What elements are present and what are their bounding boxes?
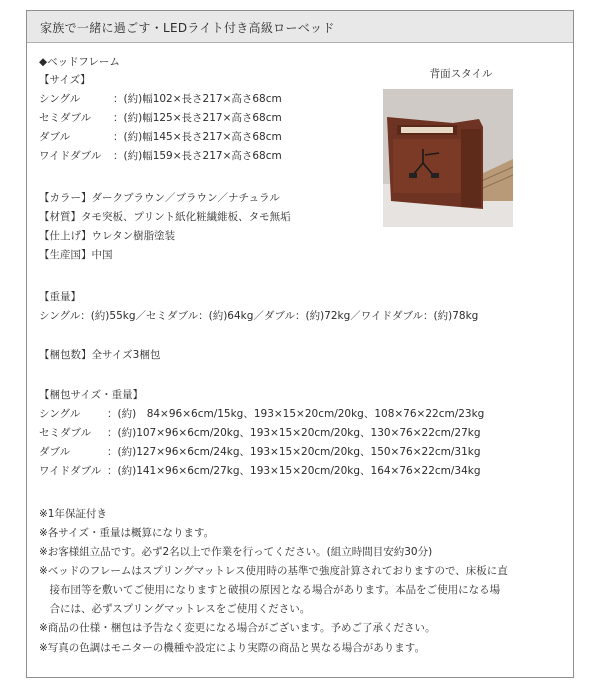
weight-line: シングル：(約)55kg／セミダブル：(約)64kg／ダブル：(約)72kg／ワイドダブル：(約)78kg: [39, 310, 479, 322]
size-label: ダブル: [39, 131, 71, 143]
size-row: [39, 111, 282, 125]
size-value: ：(約)幅145×長さ217×高さ68cm: [113, 131, 282, 143]
note: 接布団等を敷いてご使用になりますと破損の原因となる場合があります。本品をご使用になる場: [39, 584, 501, 596]
spec-color: 【カラー】ダークブラウン／ブラウン／ナチュラル: [39, 192, 280, 204]
size-row: [39, 92, 282, 106]
spec-panel: [26, 10, 574, 678]
package-label: ダブル: [39, 446, 71, 458]
package-value: ：(約)127×96×6cm/24kg、193×15×20cm/20kg、150×76×22cm/31kg: [107, 446, 481, 458]
headboard-back-photo: [383, 89, 513, 227]
spec-finish: 【仕上げ】ウレタン樹脂塗装: [39, 230, 176, 242]
package-value: ：(約)141×96×6cm/27kg、193×15×20cm/20kg、164×76×22cm/34kg: [107, 465, 481, 477]
spec-material: 【材質】タモ突板、プリント紙化粧繊維板、タモ無垢: [39, 211, 291, 223]
note: ※ベッドのフレームはスプリングマットレス使用時の基準で強度計算されておりますので、床板に直: [39, 565, 508, 577]
package-row: [39, 445, 481, 459]
note: ※各サイズ・重量は概算になります。: [39, 527, 215, 539]
package-row: [39, 426, 481, 440]
size-value: ：(約)幅159×長さ217×高さ68cm: [113, 150, 282, 162]
size-value: ：(約)幅102×長さ217×高さ68cm: [113, 93, 282, 105]
title-bar: [27, 11, 573, 43]
page-title: 家族で一緒に過ごす・LEDライト付き高級ローベッド: [40, 21, 335, 35]
package-label: シングル: [39, 408, 81, 420]
note: ※写真の色調はモニターの機種や設定により実際の商品と異なる場合があります。: [39, 642, 425, 654]
size-label: ワイドダブル: [39, 150, 102, 162]
package-size-heading: 【梱包サイズ・重量】: [39, 389, 144, 401]
size-label: シングル: [39, 93, 81, 105]
size-value: ：(約)幅125×長さ217×高さ68cm: [113, 112, 282, 124]
note: ※商品の仕様・梱包は予告なく変更になる場合がございます。予めご了承ください。: [39, 622, 436, 634]
size-label: セミダブル: [39, 112, 92, 124]
note: 合には、必ずスプリングマットレスをご使用ください。: [39, 603, 311, 615]
size-heading: 【サイズ】: [39, 74, 91, 86]
weight-heading: 【重量】: [39, 291, 81, 303]
size-row: [39, 130, 282, 144]
note: ※1年保証付き: [39, 508, 107, 520]
spec-origin: 【生産国】中国: [39, 249, 113, 261]
package-label: ワイドダブル: [39, 465, 102, 477]
size-row: [39, 149, 282, 163]
photo-caption: 背面スタイル: [429, 68, 493, 80]
package-value: ：(約)107×96×6cm/20kg、193×15×20cm/20kg、130×76×22cm/27kg: [107, 427, 481, 439]
bed-frame-heading: ◆ベッドフレーム: [39, 56, 120, 68]
package-label: セミダブル: [39, 427, 92, 439]
note: ※お客様組立品です。必ず2名以上で作業を行ってください。(組立時間目安約30分): [39, 546, 433, 558]
bed-back-illustration: [383, 89, 513, 227]
package-value: ：(約) 84×96×6cm/15kg、193×15×20cm/20kg、108×76×22cm/23kg: [107, 408, 485, 420]
package-row: [39, 407, 484, 421]
package-row: [39, 464, 481, 478]
packages-line: 【梱包数】全サイズ3梱包: [39, 349, 161, 361]
